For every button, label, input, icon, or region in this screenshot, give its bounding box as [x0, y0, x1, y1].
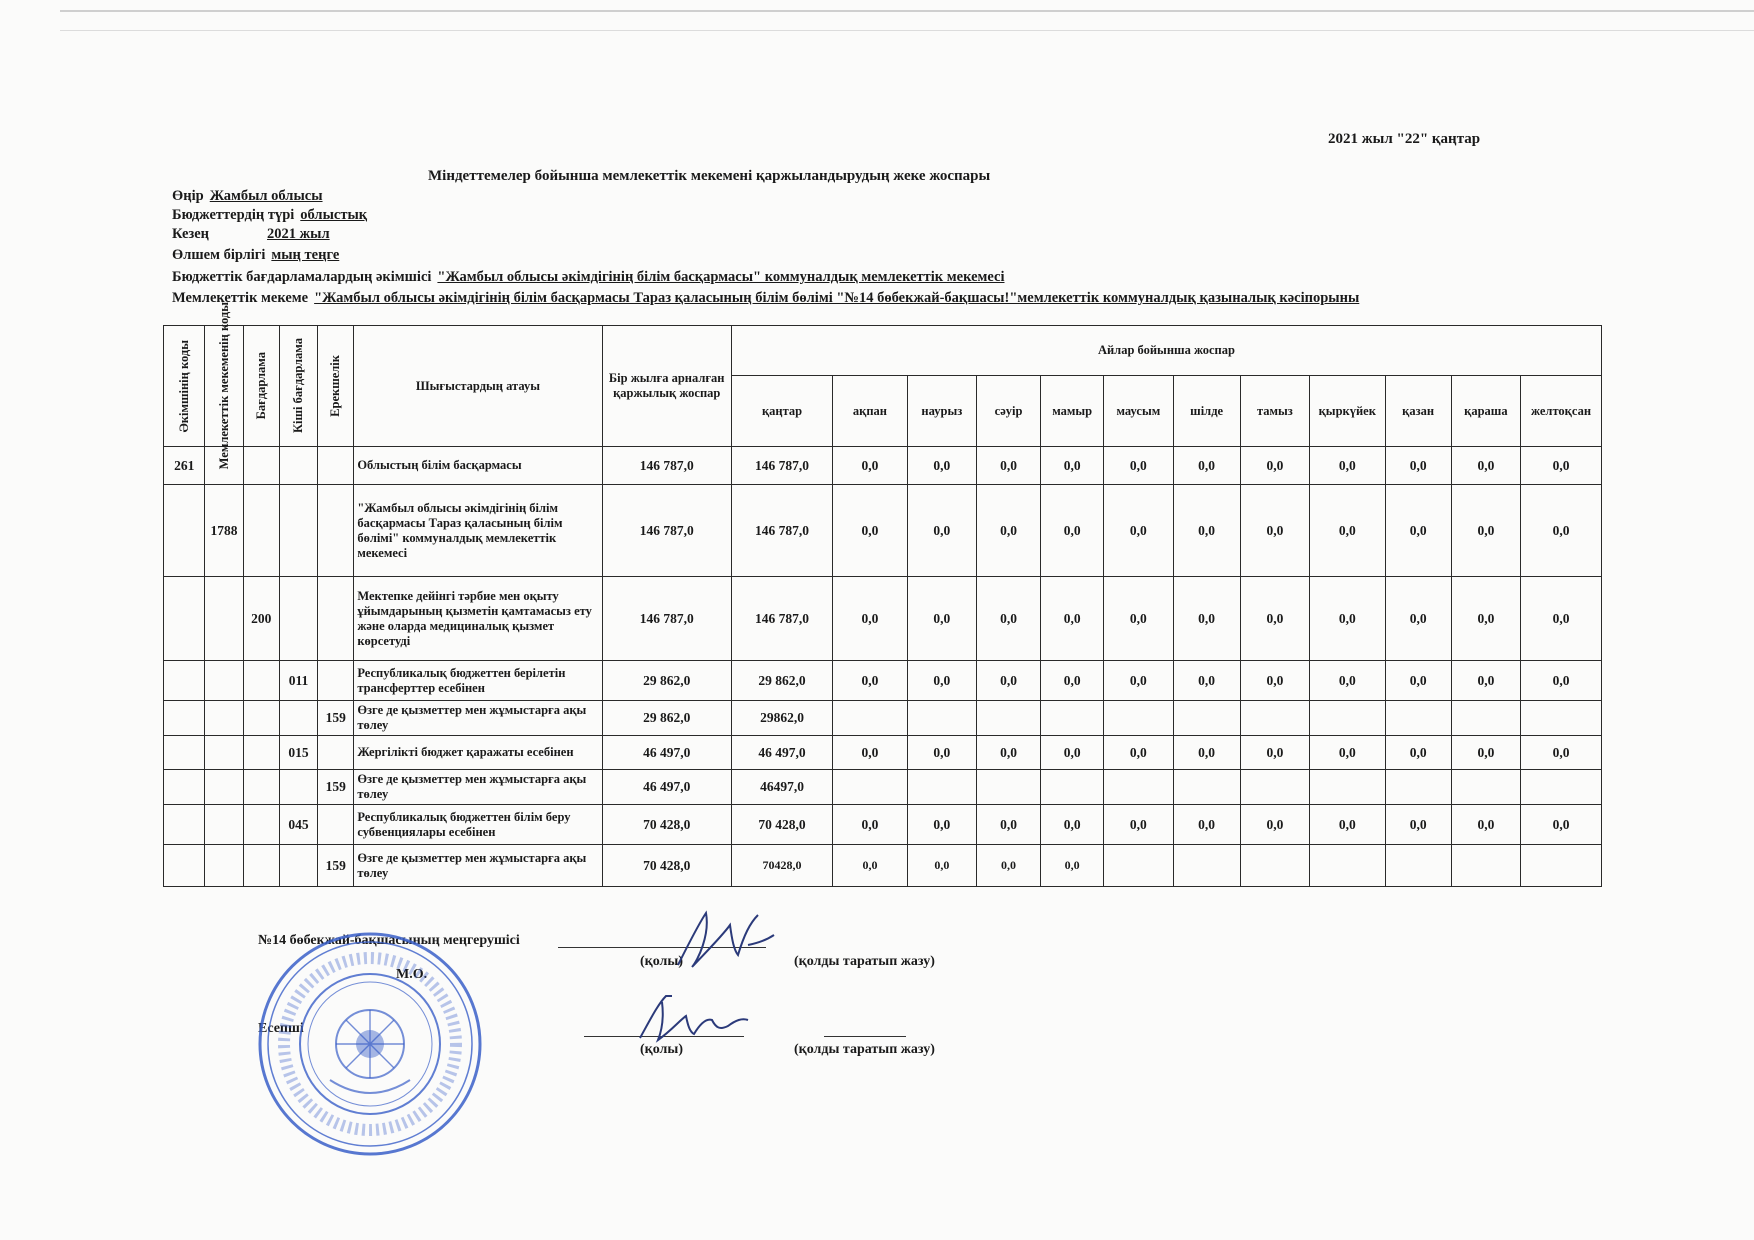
expense-name-cell: Республикалық бюджеттен білім беру субвенциялары есебінен	[354, 805, 602, 845]
institution-code-cell	[205, 577, 243, 661]
month-value-cell: 0,0	[1041, 805, 1104, 845]
admin-code-cell	[164, 845, 205, 887]
month-value-cell	[1451, 845, 1520, 887]
month-value-cell: 0,0	[1521, 447, 1602, 485]
month-value-cell: 0,0	[1104, 485, 1173, 577]
month-value-cell: 0,0	[1240, 805, 1309, 845]
specific-code-cell	[318, 577, 354, 661]
program-code-cell	[243, 485, 279, 577]
month-value-cell: 0,0	[1310, 447, 1386, 485]
month-value-cell: 0,0	[907, 845, 976, 887]
specific-code-cell	[318, 736, 354, 770]
header-month: қыркүйек	[1310, 376, 1386, 447]
program-code-cell	[243, 845, 279, 887]
header-specific: Ерекшелік	[318, 326, 354, 447]
table-row	[164, 845, 1602, 887]
header-annual-plan: Бір жылға арналған қаржылық жоспар	[602, 326, 731, 447]
table-row	[164, 701, 1602, 736]
expense-name-cell: Облыстың білім басқармасы	[354, 447, 602, 485]
month-value-cell: 146 787,0	[731, 577, 832, 661]
month-value-cell: 0,0	[1041, 485, 1104, 577]
expense-name-cell: Өзге де қызметтер мен жұмыстарға ақы төлеу	[354, 845, 602, 887]
admin-code-cell: 261	[164, 447, 205, 485]
header-admin-code: Әкімшінің коды	[164, 326, 205, 447]
month-value-cell: 0,0	[1521, 485, 1602, 577]
month-value-cell: 0,0	[1310, 805, 1386, 845]
month-value-cell: 0,0	[1173, 577, 1240, 661]
month-value-cell: 0,0	[1173, 736, 1240, 770]
document-date: 2021 жыл "22" қаңтар	[1328, 131, 1481, 147]
header-institution-code: Мемлекеттік мекеменің коды	[205, 326, 243, 447]
financing-plan-table	[163, 302, 1602, 887]
month-value-cell: 0,0	[1104, 805, 1173, 845]
month-value-cell	[907, 701, 976, 736]
month-value-cell: 146 787,0	[731, 485, 832, 577]
month-value-cell: 0,0	[1041, 736, 1104, 770]
month-value-cell: 0,0	[1451, 485, 1520, 577]
subprogram-code-cell	[279, 845, 317, 887]
month-value-cell: 0,0	[907, 736, 976, 770]
month-value-cell	[1521, 701, 1602, 736]
month-value-cell: 0,0	[1173, 485, 1240, 577]
month-value-cell: 0,0	[1385, 577, 1451, 661]
month-value-cell: 0,0	[1385, 805, 1451, 845]
month-value-cell: 146 787,0	[731, 447, 832, 485]
month-value-cell: 0,0	[976, 577, 1040, 661]
annual-plan-cell: 46 497,0	[602, 770, 731, 805]
month-value-cell: 0,0	[1104, 577, 1173, 661]
month-value-cell: 0,0	[833, 845, 907, 887]
subprogram-code-cell	[279, 577, 317, 661]
month-value-cell: 0,0	[976, 845, 1040, 887]
month-value-cell: 0,0	[833, 577, 907, 661]
admin-code-cell	[164, 577, 205, 661]
scan-edge-line	[60, 30, 1754, 31]
meta-region: Өңір Жамбыл облысы	[172, 188, 323, 204]
stamp-place-label: М.О.	[396, 967, 428, 982]
month-value-cell	[976, 770, 1040, 805]
annual-plan-cell: 29 862,0	[602, 661, 731, 701]
header-month: қаңтар	[731, 376, 832, 447]
month-value-cell: 0,0	[833, 661, 907, 701]
month-value-cell	[1310, 845, 1386, 887]
scan-edge-line	[60, 10, 1754, 12]
month-value-cell: 0,0	[1385, 661, 1451, 701]
institution-code-cell	[205, 845, 243, 887]
admin-code-cell	[164, 485, 205, 577]
month-value-cell	[1310, 770, 1386, 805]
specific-code-cell: 159	[318, 845, 354, 887]
month-value-cell: 0,0	[1310, 577, 1386, 661]
specific-code-cell	[318, 485, 354, 577]
month-value-cell: 0,0	[1385, 447, 1451, 485]
institution-code-cell: 1788	[205, 485, 243, 577]
month-value-cell	[1173, 701, 1240, 736]
month-value-cell: 70428,0	[731, 845, 832, 887]
head-signature-label: №14 бөбекжай-бақшасының меңгерушісі	[258, 933, 520, 948]
admin-code-cell	[164, 805, 205, 845]
program-code-cell	[243, 805, 279, 845]
accountant-sign-caption: (қолы)	[640, 1042, 683, 1057]
head-sign-caption: (қолы)	[640, 954, 683, 969]
month-value-cell	[1521, 770, 1602, 805]
month-value-cell: 0,0	[1521, 577, 1602, 661]
specific-code-cell	[318, 661, 354, 701]
institution-code-cell	[205, 770, 243, 805]
subprogram-code-cell	[279, 447, 317, 485]
month-value-cell: 0,0	[907, 485, 976, 577]
month-value-cell	[1240, 845, 1309, 887]
month-value-cell: 0,0	[907, 577, 976, 661]
month-value-cell	[1451, 770, 1520, 805]
month-value-cell: 0,0	[833, 805, 907, 845]
header-expense-name: Шығыстардың атауы	[354, 326, 602, 447]
specific-code-cell: 159	[318, 701, 354, 736]
admin-code-cell	[164, 770, 205, 805]
header-month: қазан	[1385, 376, 1451, 447]
header-month: мамыр	[1041, 376, 1104, 447]
specific-code-cell: 159	[318, 770, 354, 805]
month-value-cell: 29 862,0	[731, 661, 832, 701]
subprogram-code-cell: 015	[279, 736, 317, 770]
expense-name-cell: Мектепке дейінгі тәрбие мен оқыту ұйымдарының қызметін қамтамасыз ету және оларда медициналық қызмет көрсетуді	[354, 577, 602, 661]
month-value-cell: 0,0	[1451, 447, 1520, 485]
table-row	[164, 447, 1602, 485]
expense-name-cell: Жергілікті бюджет қаражаты есебінен	[354, 736, 602, 770]
program-code-cell	[243, 770, 279, 805]
month-value-cell	[1041, 770, 1104, 805]
month-value-cell: 0,0	[1240, 736, 1309, 770]
head-decode-caption: (қолды таратып жазу)	[794, 954, 935, 969]
month-value-cell	[1104, 845, 1173, 887]
month-value-cell	[1173, 845, 1240, 887]
month-value-cell: 0,0	[1310, 485, 1386, 577]
month-value-cell: 0,0	[1310, 736, 1386, 770]
header-month: шілде	[1173, 376, 1240, 447]
institution-code-cell	[205, 701, 243, 736]
annual-plan-cell: 146 787,0	[602, 577, 731, 661]
month-value-cell	[1310, 701, 1386, 736]
document-title: Міндеттемелер бойынша мемлекеттік мекемені қаржыландырудың жеке жоспары	[428, 168, 991, 184]
meta-program-admin: Бюджеттік бағдарламалардың әкімшісі "Жамбыл облысы әкімдігінің білім басқармасы" коммуналдық мемлекеттік мекемесі	[172, 269, 1005, 285]
month-value-cell	[1104, 701, 1173, 736]
head-handwritten-signature	[668, 905, 778, 975]
table-row	[164, 805, 1602, 845]
accountant-label: Есепші	[258, 1021, 304, 1036]
program-code-cell	[243, 701, 279, 736]
official-seal	[256, 930, 484, 1158]
month-value-cell: 0,0	[1041, 661, 1104, 701]
annual-plan-cell: 146 787,0	[602, 447, 731, 485]
meta-period: Кезең 2021 жыл	[172, 226, 330, 242]
institution-code-cell	[205, 805, 243, 845]
month-value-cell	[1385, 770, 1451, 805]
annual-plan-cell: 46 497,0	[602, 736, 731, 770]
month-value-cell: 0,0	[1173, 805, 1240, 845]
month-value-cell: 0,0	[1041, 845, 1104, 887]
subprogram-code-cell	[279, 485, 317, 577]
table-row	[164, 661, 1602, 701]
program-code-cell	[243, 661, 279, 701]
institution-code-cell	[205, 736, 243, 770]
accountant-decode-caption: (қолды таратып жазу)	[794, 1042, 935, 1057]
month-value-cell: 0,0	[1041, 577, 1104, 661]
subprogram-code-cell: 011	[279, 661, 317, 701]
month-value-cell: 0,0	[907, 805, 976, 845]
month-value-cell: 0,0	[1521, 661, 1602, 701]
month-value-cell: 46 497,0	[731, 736, 832, 770]
month-value-cell: 0,0	[1240, 577, 1309, 661]
meta-unit: Өлшем бірлігі мың теңге	[172, 247, 340, 263]
admin-code-cell	[164, 736, 205, 770]
subprogram-code-cell: 045	[279, 805, 317, 845]
table-row	[164, 736, 1602, 770]
month-value-cell	[1173, 770, 1240, 805]
month-value-cell	[1521, 845, 1602, 887]
month-value-cell	[833, 701, 907, 736]
month-value-cell	[1240, 701, 1309, 736]
month-value-cell: 0,0	[1041, 447, 1104, 485]
month-value-cell: 0,0	[833, 485, 907, 577]
month-value-cell	[1385, 845, 1451, 887]
program-code-cell	[243, 736, 279, 770]
month-value-cell: 46497,0	[731, 770, 832, 805]
month-value-cell: 0,0	[1240, 661, 1309, 701]
month-value-cell: 0,0	[1240, 447, 1309, 485]
header-program: Бағдарлама	[243, 326, 279, 447]
header-month: наурыз	[907, 376, 976, 447]
month-value-cell: 0,0	[1451, 577, 1520, 661]
month-value-cell: 0,0	[976, 485, 1040, 577]
month-value-cell: 0,0	[1104, 661, 1173, 701]
month-value-cell: 0,0	[833, 447, 907, 485]
official-seal-graphic	[256, 930, 484, 1158]
annual-plan-cell: 29 862,0	[602, 701, 731, 736]
month-value-cell: 0,0	[833, 736, 907, 770]
month-value-cell	[1451, 701, 1520, 736]
month-value-cell	[907, 770, 976, 805]
month-value-cell: 0,0	[976, 661, 1040, 701]
meta-budget-type: Бюджеттердің түрі облыстық	[172, 207, 368, 223]
specific-code-cell	[318, 805, 354, 845]
table-row	[164, 770, 1602, 805]
month-value-cell: 0,0	[1451, 661, 1520, 701]
month-value-cell	[1104, 770, 1173, 805]
expense-name-cell: "Жамбыл облысы әкімдігінің білім басқармасы Тараз қаласының білім бөлімі" коммуналдық мемлекеттік мекемесі	[354, 485, 602, 577]
expense-name-cell: Өзге де қызметтер мен жұмыстарға ақы төлеу	[354, 770, 602, 805]
month-value-cell: 0,0	[1451, 805, 1520, 845]
month-value-cell	[1240, 770, 1309, 805]
expense-name-cell: Өзге де қызметтер мен жұмыстарға ақы төлеу	[354, 701, 602, 736]
table-row	[164, 485, 1602, 577]
month-value-cell	[976, 701, 1040, 736]
month-value-cell	[1385, 701, 1451, 736]
month-value-cell: 0,0	[1104, 736, 1173, 770]
annual-plan-cell: 70 428,0	[602, 805, 731, 845]
month-value-cell	[833, 770, 907, 805]
month-value-cell: 70 428,0	[731, 805, 832, 845]
month-value-cell: 29862,0	[731, 701, 832, 736]
accountant-decode-line	[824, 1036, 906, 1037]
subprogram-code-cell	[279, 701, 317, 736]
header-month: желтоқсан	[1521, 376, 1602, 447]
annual-plan-cell: 146 787,0	[602, 485, 731, 577]
table-row	[164, 577, 1602, 661]
header-month: маусым	[1104, 376, 1173, 447]
header-subprogram: Кіші бағдарлама	[279, 326, 317, 447]
header-monthly-plan: Айлар бойынша жоспар	[731, 326, 1601, 376]
month-value-cell: 0,0	[907, 661, 976, 701]
month-value-cell: 0,0	[1104, 447, 1173, 485]
program-code-cell: 200	[243, 577, 279, 661]
annual-plan-cell: 70 428,0	[602, 845, 731, 887]
month-value-cell: 0,0	[907, 447, 976, 485]
subprogram-code-cell	[279, 770, 317, 805]
specific-code-cell	[318, 447, 354, 485]
month-value-cell: 0,0	[1173, 447, 1240, 485]
month-value-cell: 0,0	[1310, 661, 1386, 701]
admin-code-cell	[164, 701, 205, 736]
month-value-cell: 0,0	[1173, 661, 1240, 701]
institution-code-cell	[205, 661, 243, 701]
header-month: ақпан	[833, 376, 907, 447]
month-value-cell: 0,0	[1451, 736, 1520, 770]
month-value-cell: 0,0	[1240, 485, 1309, 577]
header-month: тамыз	[1240, 376, 1309, 447]
month-value-cell: 0,0	[1385, 736, 1451, 770]
month-value-cell	[1041, 701, 1104, 736]
header-month: сәуір	[976, 376, 1040, 447]
month-value-cell: 0,0	[1521, 805, 1602, 845]
meta-institution: Мемлекеттік мекеме "Жамбыл облысы әкімдігінің білім басқармасы Тараз қаласының білім бөлімі "№14 бөбекжай-бақшасы!"мемлекеттік коммуналдық қазыналық кәсіпорыны	[172, 290, 1360, 306]
month-value-cell: 0,0	[1385, 485, 1451, 577]
accountant-handwritten-signature	[632, 990, 752, 1046]
header-month: қараша	[1451, 376, 1520, 447]
program-code-cell	[243, 447, 279, 485]
expense-name-cell: Республикалық бюджеттен берілетін трансферттер есебінен	[354, 661, 602, 701]
month-value-cell: 0,0	[976, 447, 1040, 485]
admin-code-cell	[164, 661, 205, 701]
month-value-cell: 0,0	[976, 736, 1040, 770]
month-value-cell: 0,0	[976, 805, 1040, 845]
month-value-cell: 0,0	[1521, 736, 1602, 770]
